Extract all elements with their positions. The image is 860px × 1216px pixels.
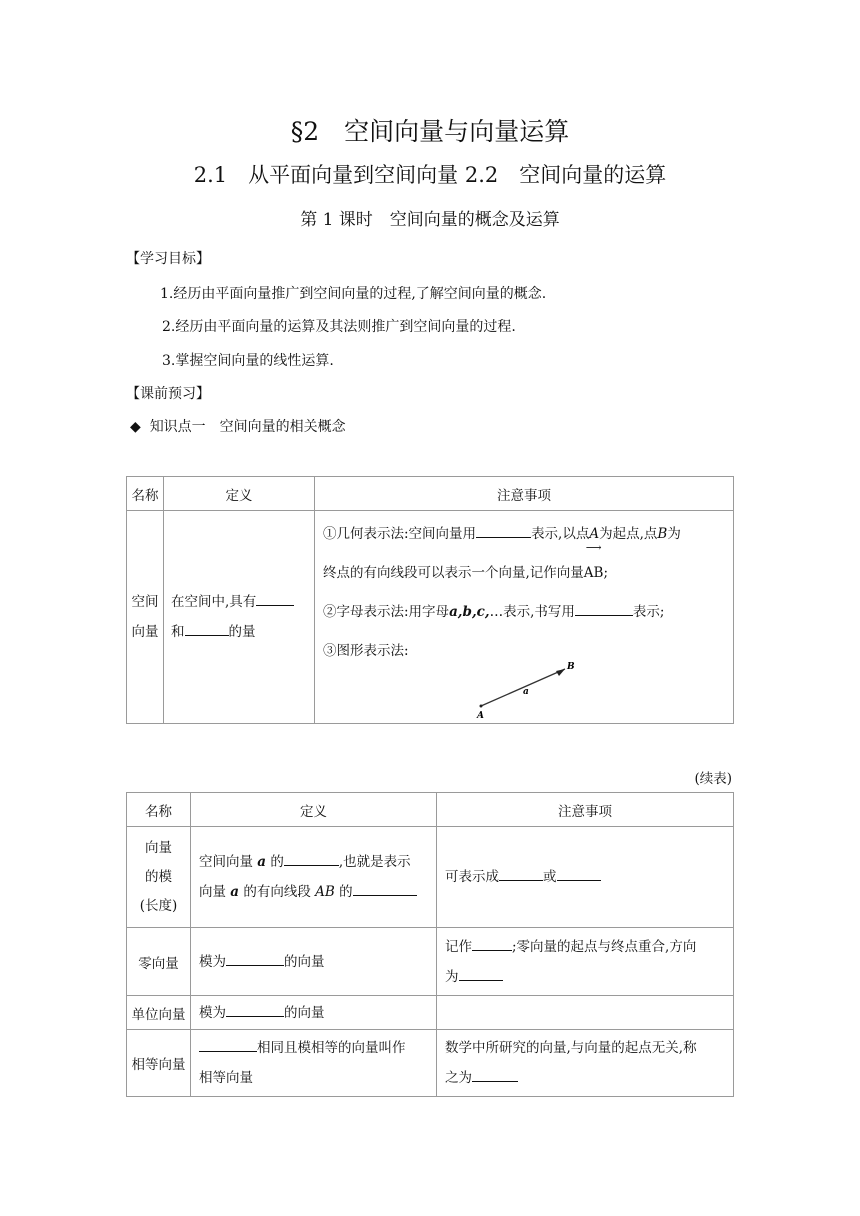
header-notes: 注意事项 xyxy=(437,793,734,827)
blank xyxy=(226,1002,284,1017)
definition-zero-vector: 模为 的向量 xyxy=(191,928,437,996)
header-name: 名称 xyxy=(127,477,164,511)
row-name-space-vector: 空间 向量 xyxy=(127,511,164,724)
row-name-equal-vectors: 相等向量 xyxy=(127,1030,191,1097)
concept-table xyxy=(126,476,734,724)
blank xyxy=(353,881,417,896)
continued-label: (续表) xyxy=(694,771,732,787)
notes-unit-vector xyxy=(437,996,734,1030)
vector-ab-label: ⟶ AB xyxy=(583,541,604,581)
concept-table-continued xyxy=(126,792,734,1097)
header-definition: 定义 xyxy=(164,477,315,511)
blank xyxy=(284,851,339,866)
blank xyxy=(557,866,601,881)
label-b: B xyxy=(567,662,575,672)
header-name: 名称 xyxy=(127,793,191,827)
blank xyxy=(499,866,543,881)
goal-item-1: 1.经历由平面向量推广到空间向量的过程,了解空间向量的概念. xyxy=(160,286,547,302)
definition-space-vector: 在空间中,具有 和 的量 xyxy=(164,511,315,724)
blank xyxy=(459,966,503,981)
preview-heading: 【课前预习】 xyxy=(126,386,210,402)
notes-space-vector: ①几何表示法:空间向量用 表示,以点A为起点,点B为 终点的有向线段可以表示一个向量,记作向量 ⟶ AB; ②字母表示法:用字母a,b,c,…表示,书写用 表示; ③图形表示法: A B a xyxy=(315,511,734,724)
knowledge-point-label: 知识点一 空间向量的相关概念 xyxy=(149,419,346,435)
blank xyxy=(256,591,294,606)
arrowhead-icon xyxy=(556,669,565,676)
header-notes: 注意事项 xyxy=(315,477,734,511)
label-a: A xyxy=(477,711,484,719)
row-name-magnitude: 向量 的模 (长度) xyxy=(127,827,191,928)
goals-heading: 【学习目标】 xyxy=(126,251,210,267)
blank xyxy=(472,1067,518,1082)
blank xyxy=(472,936,512,951)
notes-equal-vectors: 数学中所研究的向量,与向量的起点无关,称 之为 xyxy=(437,1030,734,1097)
label-vector-a: a xyxy=(523,687,529,697)
lesson-title: 第 1 课时 空间向量的概念及运算 xyxy=(300,210,560,230)
goal-item-2: 2.经历由平面向量的运算及其法则推广到空间向量的过程. xyxy=(162,319,516,335)
diamond-bullet-icon: ◆ xyxy=(130,419,141,435)
blank xyxy=(575,601,633,616)
row-name-zero-vector: 零向量 xyxy=(127,928,191,996)
section-subtitle: 2.1 从平面向量到空间向量 2.2 空间向量的运算 xyxy=(193,163,667,187)
goal-item-3: 3.掌握空间向量的线性运算. xyxy=(162,353,334,369)
blank xyxy=(185,621,229,636)
header-definition: 定义 xyxy=(191,793,437,827)
row-name-unit-vector: 单位向量 xyxy=(127,996,191,1030)
section-title: §2 空间向量与向量运算 xyxy=(290,117,570,146)
blank xyxy=(226,951,284,966)
definition-equal-vectors: 相同且模相等的向量叫作 相等向量 xyxy=(191,1030,437,1097)
knowledge-point xyxy=(130,416,346,436)
vector-figure xyxy=(467,661,607,719)
blank xyxy=(199,1037,257,1052)
definition-magnitude: 空间向量 a 的 ,也就是表示 向量 a 的有向线段 AB 的 xyxy=(191,827,437,928)
arrow-over-icon: ⟶ xyxy=(585,541,602,554)
blank xyxy=(476,523,531,538)
point-a xyxy=(480,705,483,708)
notes-zero-vector: 记作 ;零向量的起点与终点重合,方向 为 xyxy=(437,928,734,996)
notes-magnitude: 可表示成 或 xyxy=(437,827,734,928)
definition-unit-vector: 模为 的向量 xyxy=(191,996,437,1030)
